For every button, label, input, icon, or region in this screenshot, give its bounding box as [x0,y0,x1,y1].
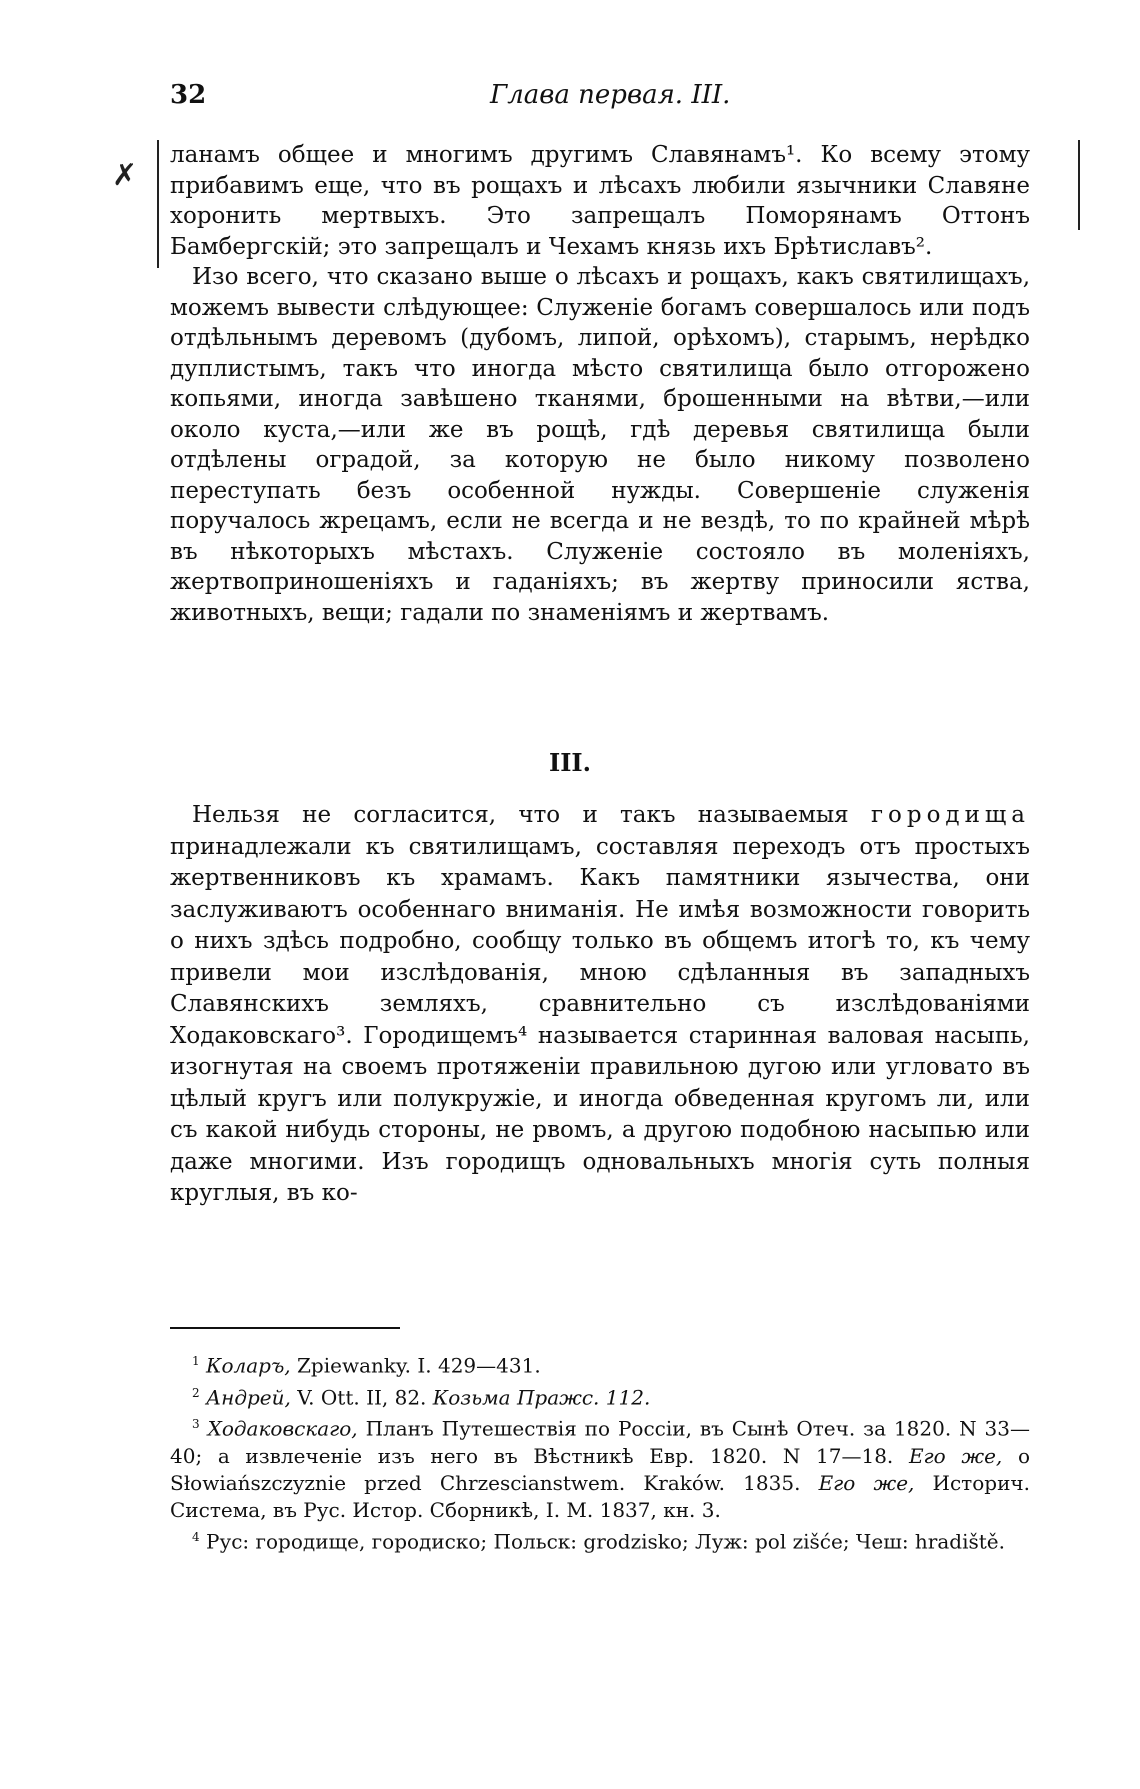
paragraph: Изо всего, что сказано выше о лѣсахъ и рощахъ, какъ святилищахъ, можемъ вывести слѣдующее: Служеніе богамъ совершалось или подъ отдѣльнымъ деревомъ (дубомъ, липой, орѣхомъ), старымъ, нерѣдко дуплистымъ, такъ что иногда мѣсто святилища было отгорожено копьями, иногда завѣшено тканями, брошенными на вѣтви,—или около куста,—или же въ рощѣ, гдѣ деревья святилища были отдѣлены оградой, за которую не было никому позволено переступать безъ особенной нужды. Совершеніе служенія поручалось жрецамъ, если не всегда и не вездѣ, то по крайней мѣрѣ въ нѣкоторыхъ мѣстахъ. Служеніе состояло въ моленіяхъ, жертвоприношеніяхъ и гаданіяхъ; въ жертву приносили яства, животныхъ, вещи; гадали по знаменіямъ и жертвамъ. [170,264,1030,626]
margin-bracket-right [1078,140,1080,230]
footnote [170,1524,1030,1556]
footnote-author: Его же, [818,1470,915,1495]
footnote-text: Планъ Путешествія по Россіи, въ Сынѣ Отеч. за 1820. N 33—40; а извлеченіе изъ него въ Вѣстникѣ Евр. 1820. N 17—18. [170,1416,1030,1468]
footnote-author: Ходаковскаго, [207,1416,358,1441]
paragraph-lead: Нельзя не согласится, что и такъ называемыя [192,802,849,828]
footnote-author: Андрей, [206,1385,291,1410]
paragraph: ланамъ общее и многимъ другимъ Славянамъ¹. Ко всему этому прибавимъ еще, что въ рощахъ и лѣсахъ любили язычники Славяне хоронить мертвыхъ. Это запрещалъ Поморянамъ Оттонъ Бамбергскій; это запрещалъ и Чехамъ князь ихъ Брѣтиславъ². [170,142,1030,260]
footnote-mark: 4 [192,1529,200,1544]
footnotes [170,1348,1030,1556]
paragraph-rest: принадлежали къ святилищамъ, составляя переходъ отъ простыхъ жертвенниковъ къ храмамъ. Какъ памятники язычества, они заслуживаютъ особеннаго вниманія. Не имѣя возможности говорить о нихъ здѣсь подробно, сообщу только въ общемъ итогѣ то, къ чему привели мои изслѣдованія, мною сдѣланныя въ западныхъ Славянскихъ земляхъ, сравнительно съ изслѣдованіями Ходаковскаго³. Городищемъ⁴ называется старинная валовая насыпь, изогнутая на своемъ протяженіи правильною дугою или угловато въ цѣлый кругъ или полукружіе, и иногда обведенная кругомъ ли, или съ какой нибудь стороны, не рвомъ, а другою подобною насыпью или даже многими. Изъ городищъ одновальныхъ многія суть полныя круглыя, въ ко- [170,833,1030,1206]
footnote-author: Его же, [908,1443,1003,1468]
page-number: 32 [170,80,207,110]
footnote-rule [170,1327,400,1329]
body-text-1 [170,140,1030,700]
cross-mark-icon: ✗ [112,158,138,193]
footnote-mark: 2 [192,1385,200,1400]
footnote-text: Историч. Система, въ Рус. Истор. Сборникѣ, I. М. 1837, кн. 3. [170,1470,1030,1522]
spaced-term: городища [870,802,1031,828]
footnote-author: Коларъ, [206,1353,291,1378]
footnote [170,1348,1030,1380]
footnote-text: V. Ott. II, 82. [297,1385,427,1410]
body-text-2 [170,800,1030,1300]
footnote-text: Zpiewanky. I. 429—431. [297,1353,541,1378]
footnote-tail: Козьма Пражс. 112. [432,1385,651,1410]
footnote [170,1380,1030,1412]
footnote-text: Рус: городище, городиско; Польск: grodzisko; Луж: pol zišće; Чеш: hradiště. [206,1529,1005,1554]
chapter-title: Глава первая. III. [490,80,731,110]
section-number: III. [548,748,592,777]
margin-bracket-left [157,140,159,268]
footnote-mark: 3 [192,1417,200,1432]
footnote-mark: 1 [192,1354,200,1368]
running-head [170,80,1030,116]
footnote-text: o Słowiańszczyznie przed Chrzescianstwem. Kraków. 1835. [170,1443,1031,1495]
footnote [170,1411,1030,1524]
paragraph [170,800,1030,1210]
